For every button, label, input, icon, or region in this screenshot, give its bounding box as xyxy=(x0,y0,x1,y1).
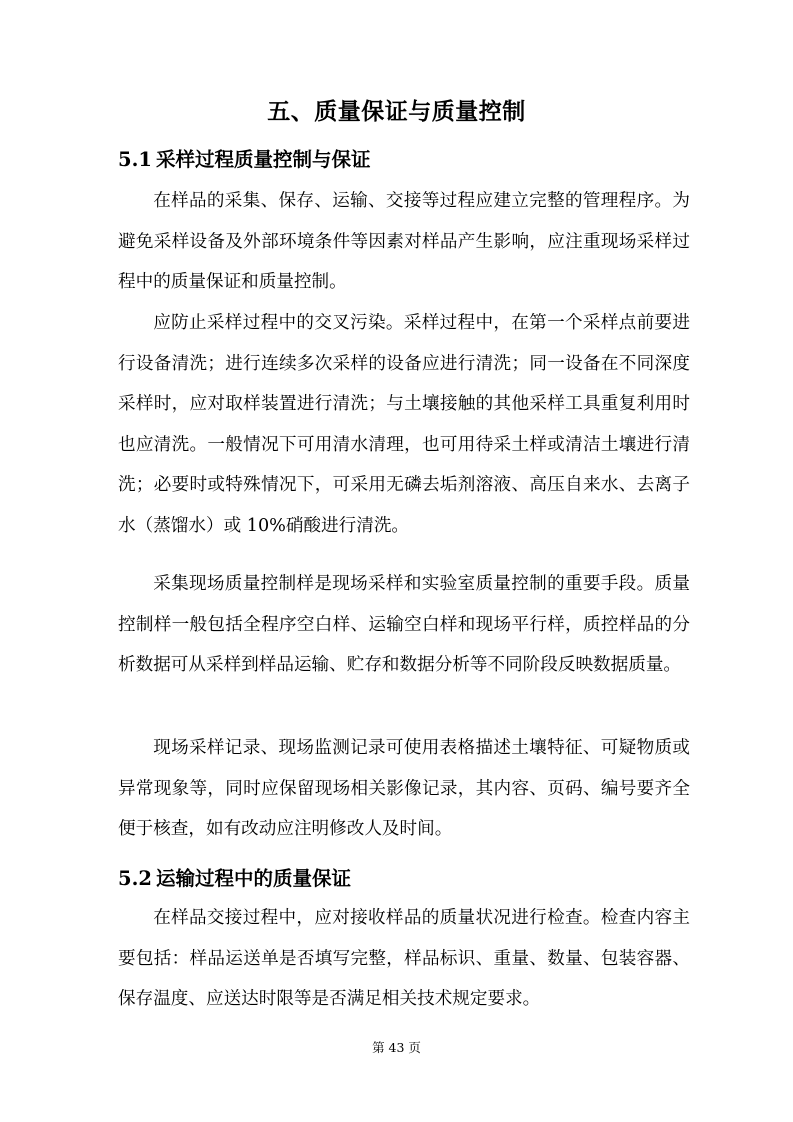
paragraph: 在样品的采集、保存、运输、交接等过程应建立完整的管理程序。为避免采样设备及外部环境条件等因素对样品产生影响，应注重现场采样过程中的质量保证和质量控制。 xyxy=(118,191,690,293)
paragraph: 应防止采样过程中的交叉污染。采样过程中，在第一个采样点前要进行设备清洗；进行连续多次采样的设备应进行清洗；同一设备在不同深度采样时，应对取样装置进行清洗；与土壤接触的其他采样工具重复利用时也应清洗。一般情况下可用清水清理，也可用待采土样或清洁土壤进行清洗；必要时或特殊情况下，可采用无磷去垢剂溶液、高压自来水、去离子水（蒸馏水）或 10%硝酸进行清洗。 xyxy=(118,313,690,536)
section-heading-5-1 xyxy=(118,146,698,174)
paragraph: 采集现场质量控制样是现场采样和实验室质量控制的重要手段。质量控制样一般包括全程序空白样、运输空白样和现场平行样，质控样品的分析数据可从采样到样品运输、贮存和数据分析等不同阶段反映数据质量。 xyxy=(118,574,690,676)
section-title: 运输过程中的质量保证 xyxy=(155,867,351,890)
paragraph: 在样品交接过程中，应对接收样品的质量状况进行检查。检查内容主要包括：样品运送单是否填写完整，样品标识、重量、数量、包装容器、保存温度、应送达时限等是否满足相关技术规定要求。 xyxy=(118,908,690,1010)
section-title: 采样过程质量控制与保证 xyxy=(155,148,371,171)
paragraph: 现场采样记录、现场监测记录可使用表格描述土壤特征、可疑物质或异常现象等，同时应保留现场相关影像记录，其内容、页码、编号要齐全便于核查，如有改动应注明修改人及时间。 xyxy=(118,738,690,840)
section-number: 5.1 xyxy=(118,148,152,171)
section-number: 5.2 xyxy=(118,867,152,890)
page-number: 第 43 页 xyxy=(372,1040,421,1055)
section-heading-5-2 xyxy=(118,865,698,893)
chapter-title: 五、质量保证与质量控制 xyxy=(267,99,526,125)
